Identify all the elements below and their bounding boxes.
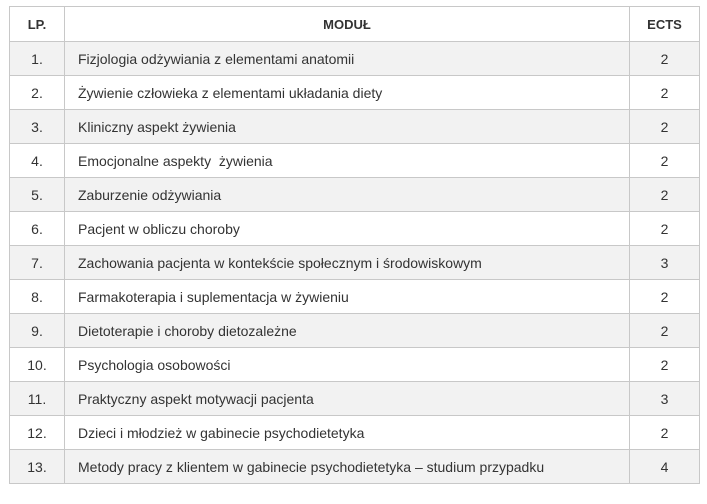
cell-ects: 3 bbox=[630, 382, 700, 416]
modules-table bbox=[9, 6, 700, 484]
cell-lp: 12. bbox=[10, 416, 65, 450]
cell-lp: 5. bbox=[10, 178, 65, 212]
cell-ects: 2 bbox=[630, 416, 700, 450]
cell-lp: 11. bbox=[10, 382, 65, 416]
table-row bbox=[10, 246, 700, 280]
cell-ects: 2 bbox=[630, 178, 700, 212]
table-row bbox=[10, 178, 700, 212]
cell-lp: 7. bbox=[10, 246, 65, 280]
cell-module: Metody pracy z klientem w gabinecie psychodietetyka – studium przypadku bbox=[65, 450, 630, 484]
cell-module: Dzieci i młodzież w gabinecie psychodietetyka bbox=[65, 416, 630, 450]
table-row bbox=[10, 416, 700, 450]
cell-lp: 9. bbox=[10, 314, 65, 348]
cell-lp: 2. bbox=[10, 76, 65, 110]
table-row bbox=[10, 144, 700, 178]
table-row bbox=[10, 382, 700, 416]
cell-module: Praktyczny aspekt motywacji pacjenta bbox=[65, 382, 630, 416]
cell-ects: 2 bbox=[630, 110, 700, 144]
table-body bbox=[10, 42, 700, 484]
cell-lp: 1. bbox=[10, 42, 65, 76]
table-row bbox=[10, 348, 700, 382]
cell-module: Zaburzenie odżywiania bbox=[65, 178, 630, 212]
cell-module: Psychologia osobowości bbox=[65, 348, 630, 382]
cell-module: Zachowania pacjenta w kontekście społecznym i środowiskowym bbox=[65, 246, 630, 280]
cell-ects: 2 bbox=[630, 314, 700, 348]
cell-ects: 2 bbox=[630, 280, 700, 314]
modules-table-container bbox=[9, 6, 700, 484]
cell-lp: 8. bbox=[10, 280, 65, 314]
table-row bbox=[10, 280, 700, 314]
cell-ects: 2 bbox=[630, 212, 700, 246]
cell-ects: 3 bbox=[630, 246, 700, 280]
cell-module: Dietoterapie i choroby dietozależne bbox=[65, 314, 630, 348]
cell-ects: 2 bbox=[630, 144, 700, 178]
cell-module: Farmakoterapia i suplementacja w żywieniu bbox=[65, 280, 630, 314]
cell-module: Emocjonalne aspekty żywienia bbox=[65, 144, 630, 178]
cell-ects: 2 bbox=[630, 348, 700, 382]
header-module: MODUŁ bbox=[65, 7, 630, 42]
table-row bbox=[10, 42, 700, 76]
cell-ects: 2 bbox=[630, 42, 700, 76]
table-row bbox=[10, 110, 700, 144]
cell-module: Żywienie człowieka z elementami układania diety bbox=[65, 76, 630, 110]
header-lp: LP. bbox=[10, 7, 65, 42]
cell-lp: 3. bbox=[10, 110, 65, 144]
cell-lp: 6. bbox=[10, 212, 65, 246]
table-row bbox=[10, 76, 700, 110]
table-row bbox=[10, 450, 700, 484]
cell-lp: 13. bbox=[10, 450, 65, 484]
header-ects: ECTS bbox=[630, 7, 700, 42]
table-row bbox=[10, 314, 700, 348]
cell-module: Pacjent w obliczu choroby bbox=[65, 212, 630, 246]
cell-ects: 2 bbox=[630, 76, 700, 110]
table-row bbox=[10, 212, 700, 246]
cell-module: Kliniczny aspekt żywienia bbox=[65, 110, 630, 144]
cell-module: Fizjologia odżywiania z elementami anatomii bbox=[65, 42, 630, 76]
table-header-row bbox=[10, 7, 700, 42]
cell-lp: 10. bbox=[10, 348, 65, 382]
cell-lp: 4. bbox=[10, 144, 65, 178]
cell-ects: 4 bbox=[630, 450, 700, 484]
